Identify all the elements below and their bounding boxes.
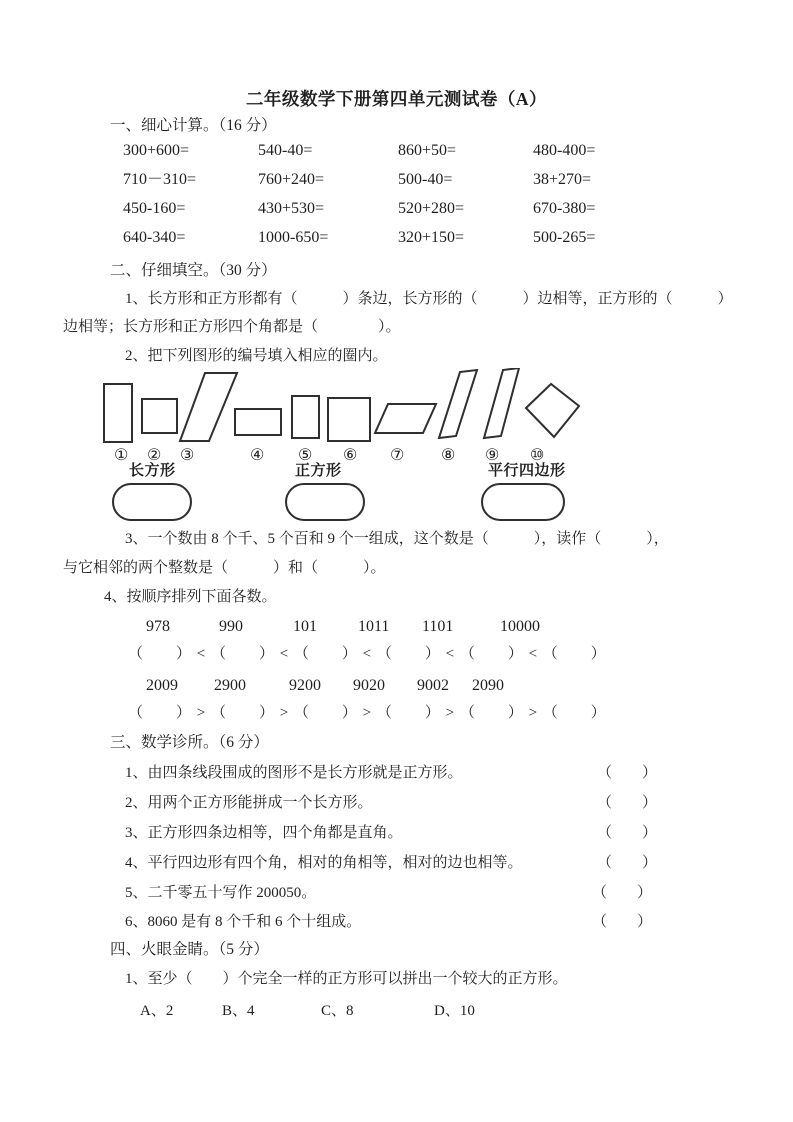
bin-oval-square: [285, 483, 365, 521]
calc-problem: 760+240=: [258, 171, 325, 188]
shape-diamond-10: [526, 384, 579, 437]
shape-figures: [95, 368, 595, 446]
order-number: 990: [219, 618, 243, 635]
page-title: 二年级数学下册第四单元测试卷（A）: [245, 89, 548, 109]
order-number: 1011: [358, 618, 390, 635]
fill-q3-line2: 与它相邻的两个整数是（ ）和（ ）。: [63, 560, 386, 576]
clinic-answer-bracket: （ ）: [597, 855, 658, 871]
order-number: 9200: [289, 677, 321, 694]
shape-square-2: [142, 399, 177, 433]
fill-q3-line1: 3、一个数由 8 个千、5 个百和 9 个一组成，这个数是（ ），读作（ ），: [125, 531, 669, 547]
fill-q4: 4、按顺序排列下面各数。: [104, 589, 277, 605]
compare-line-descending: （ ） > （ ） > （ ） > （ ） > （ ） > （ ）: [128, 705, 607, 721]
clinic-answer-bracket: （ ）: [592, 914, 653, 930]
circled-number-6: ⑥: [343, 447, 358, 464]
choice-option-d: D、10: [434, 1003, 475, 1019]
clinic-item-text: 4、平行四边形有四个角，相对的角相等，相对的边也相等。: [125, 855, 523, 871]
shape-parallelogram-9: [484, 368, 519, 438]
bin-label-square: 正方形: [295, 463, 342, 479]
calc-problem: 300+600=: [123, 142, 190, 159]
calc-problem: 640-340=: [123, 229, 186, 246]
clinic-answer-bracket: （ ）: [597, 765, 658, 781]
circled-number-8: ⑧: [441, 447, 456, 464]
compare-line-ascending: （ ） < （ ） < （ ） < （ ） < （ ） < （ ）: [128, 646, 607, 662]
circled-number-4: ④: [250, 447, 265, 464]
order-number: 9002: [417, 677, 449, 694]
clinic-answer-bracket: （ ）: [597, 795, 658, 811]
bin-label-rectangle: 长方形: [129, 463, 176, 479]
section-fill-heading: 二、仔细填空。（30 分）: [110, 262, 277, 279]
clinic-answer-bracket: （ ）: [592, 885, 653, 901]
calc-problem: 520+280=: [398, 200, 465, 217]
shape-square-6: [328, 398, 370, 441]
shape-parallelogram-3: [180, 373, 237, 441]
choice-option-a: A、2: [140, 1003, 174, 1019]
calc-problem: 500-40=: [398, 171, 453, 188]
order-number: 9020: [353, 677, 385, 694]
calc-problem: 500-265=: [533, 229, 596, 246]
clinic-item-text: 3、正方形四条边相等，四个角都是直角。: [125, 825, 403, 841]
section-eyes-heading: 四、火眼金睛。（5 分）: [110, 941, 269, 958]
calc-problem: 320+150=: [398, 229, 465, 246]
calc-problem: 670-380=: [533, 200, 596, 217]
shape-rectangle-1: [104, 384, 132, 442]
fill-q1-line1: 1、长方形和正方形都有（ ）条边，长方形的（ ）边相等，正方形的（ ）: [125, 291, 733, 307]
shape-parallelogram-7: [375, 404, 436, 433]
circled-number-5: ⑤: [298, 447, 313, 464]
eyes-q1: 1、至少（ ）个完全一样的正方形可以拼出一个较大的正方形。: [125, 971, 568, 987]
clinic-answer-bracket: （ ）: [597, 825, 658, 841]
circled-number-2: ②: [147, 447, 162, 464]
bin-oval-rectangle: [112, 483, 192, 521]
choice-option-b: B、4: [222, 1003, 255, 1019]
calc-problem: 450-160=: [123, 200, 186, 217]
calc-problem: 480-400=: [533, 142, 596, 159]
shape-parallelogram-8: [439, 370, 477, 438]
order-number: 2090: [472, 677, 504, 694]
circled-number-10: ⑩: [530, 447, 545, 464]
bin-label-parallelogram: 平行四边形: [488, 463, 566, 479]
calc-problem: 430+530=: [258, 200, 325, 217]
fill-q1-line2: 边相等；长方形和正方形四个角都是（ ）。: [63, 319, 401, 335]
calc-problem: 1000-650=: [258, 229, 329, 246]
clinic-item-text: 6、8060 是有 8 个千和 6 个十组成。: [125, 914, 362, 930]
order-number: 2009: [146, 677, 178, 694]
section-calc-heading: 一、细心计算。（16 分）: [110, 117, 277, 134]
choice-option-c: C、8: [321, 1003, 354, 1019]
section-clinic-heading: 三、数学诊所。（6 分）: [110, 734, 269, 751]
calc-problem: 860+50=: [398, 142, 457, 159]
clinic-item-text: 2、用两个正方形能拼成一个长方形。: [125, 795, 373, 811]
clinic-item-text: 5、二千零五十写作 200050。: [125, 885, 317, 901]
calc-problem: 38+270=: [533, 171, 592, 188]
fill-q2: 2、把下列图形的编号填入相应的圈内。: [125, 348, 388, 364]
order-number: 2900: [214, 677, 246, 694]
clinic-item-text: 1、由四条线段围成的图形不是长方形就是正方形。: [125, 765, 463, 781]
order-number: 10000: [500, 618, 540, 635]
order-number: 1101: [422, 618, 454, 635]
order-number: 101: [293, 618, 317, 635]
circled-number-1: ①: [114, 447, 129, 464]
circled-number-3: ③: [180, 447, 195, 464]
shape-rectangle-5: [292, 396, 319, 438]
circled-number-7: ⑦: [390, 447, 405, 464]
calc-problem: 710－310=: [123, 171, 197, 188]
circled-number-9: ⑨: [485, 447, 500, 464]
order-number: 978: [146, 618, 170, 635]
calc-problem: 540-40=: [258, 142, 313, 159]
shape-rectangle-4: [235, 409, 281, 435]
bin-oval-parallelogram: [481, 483, 565, 521]
